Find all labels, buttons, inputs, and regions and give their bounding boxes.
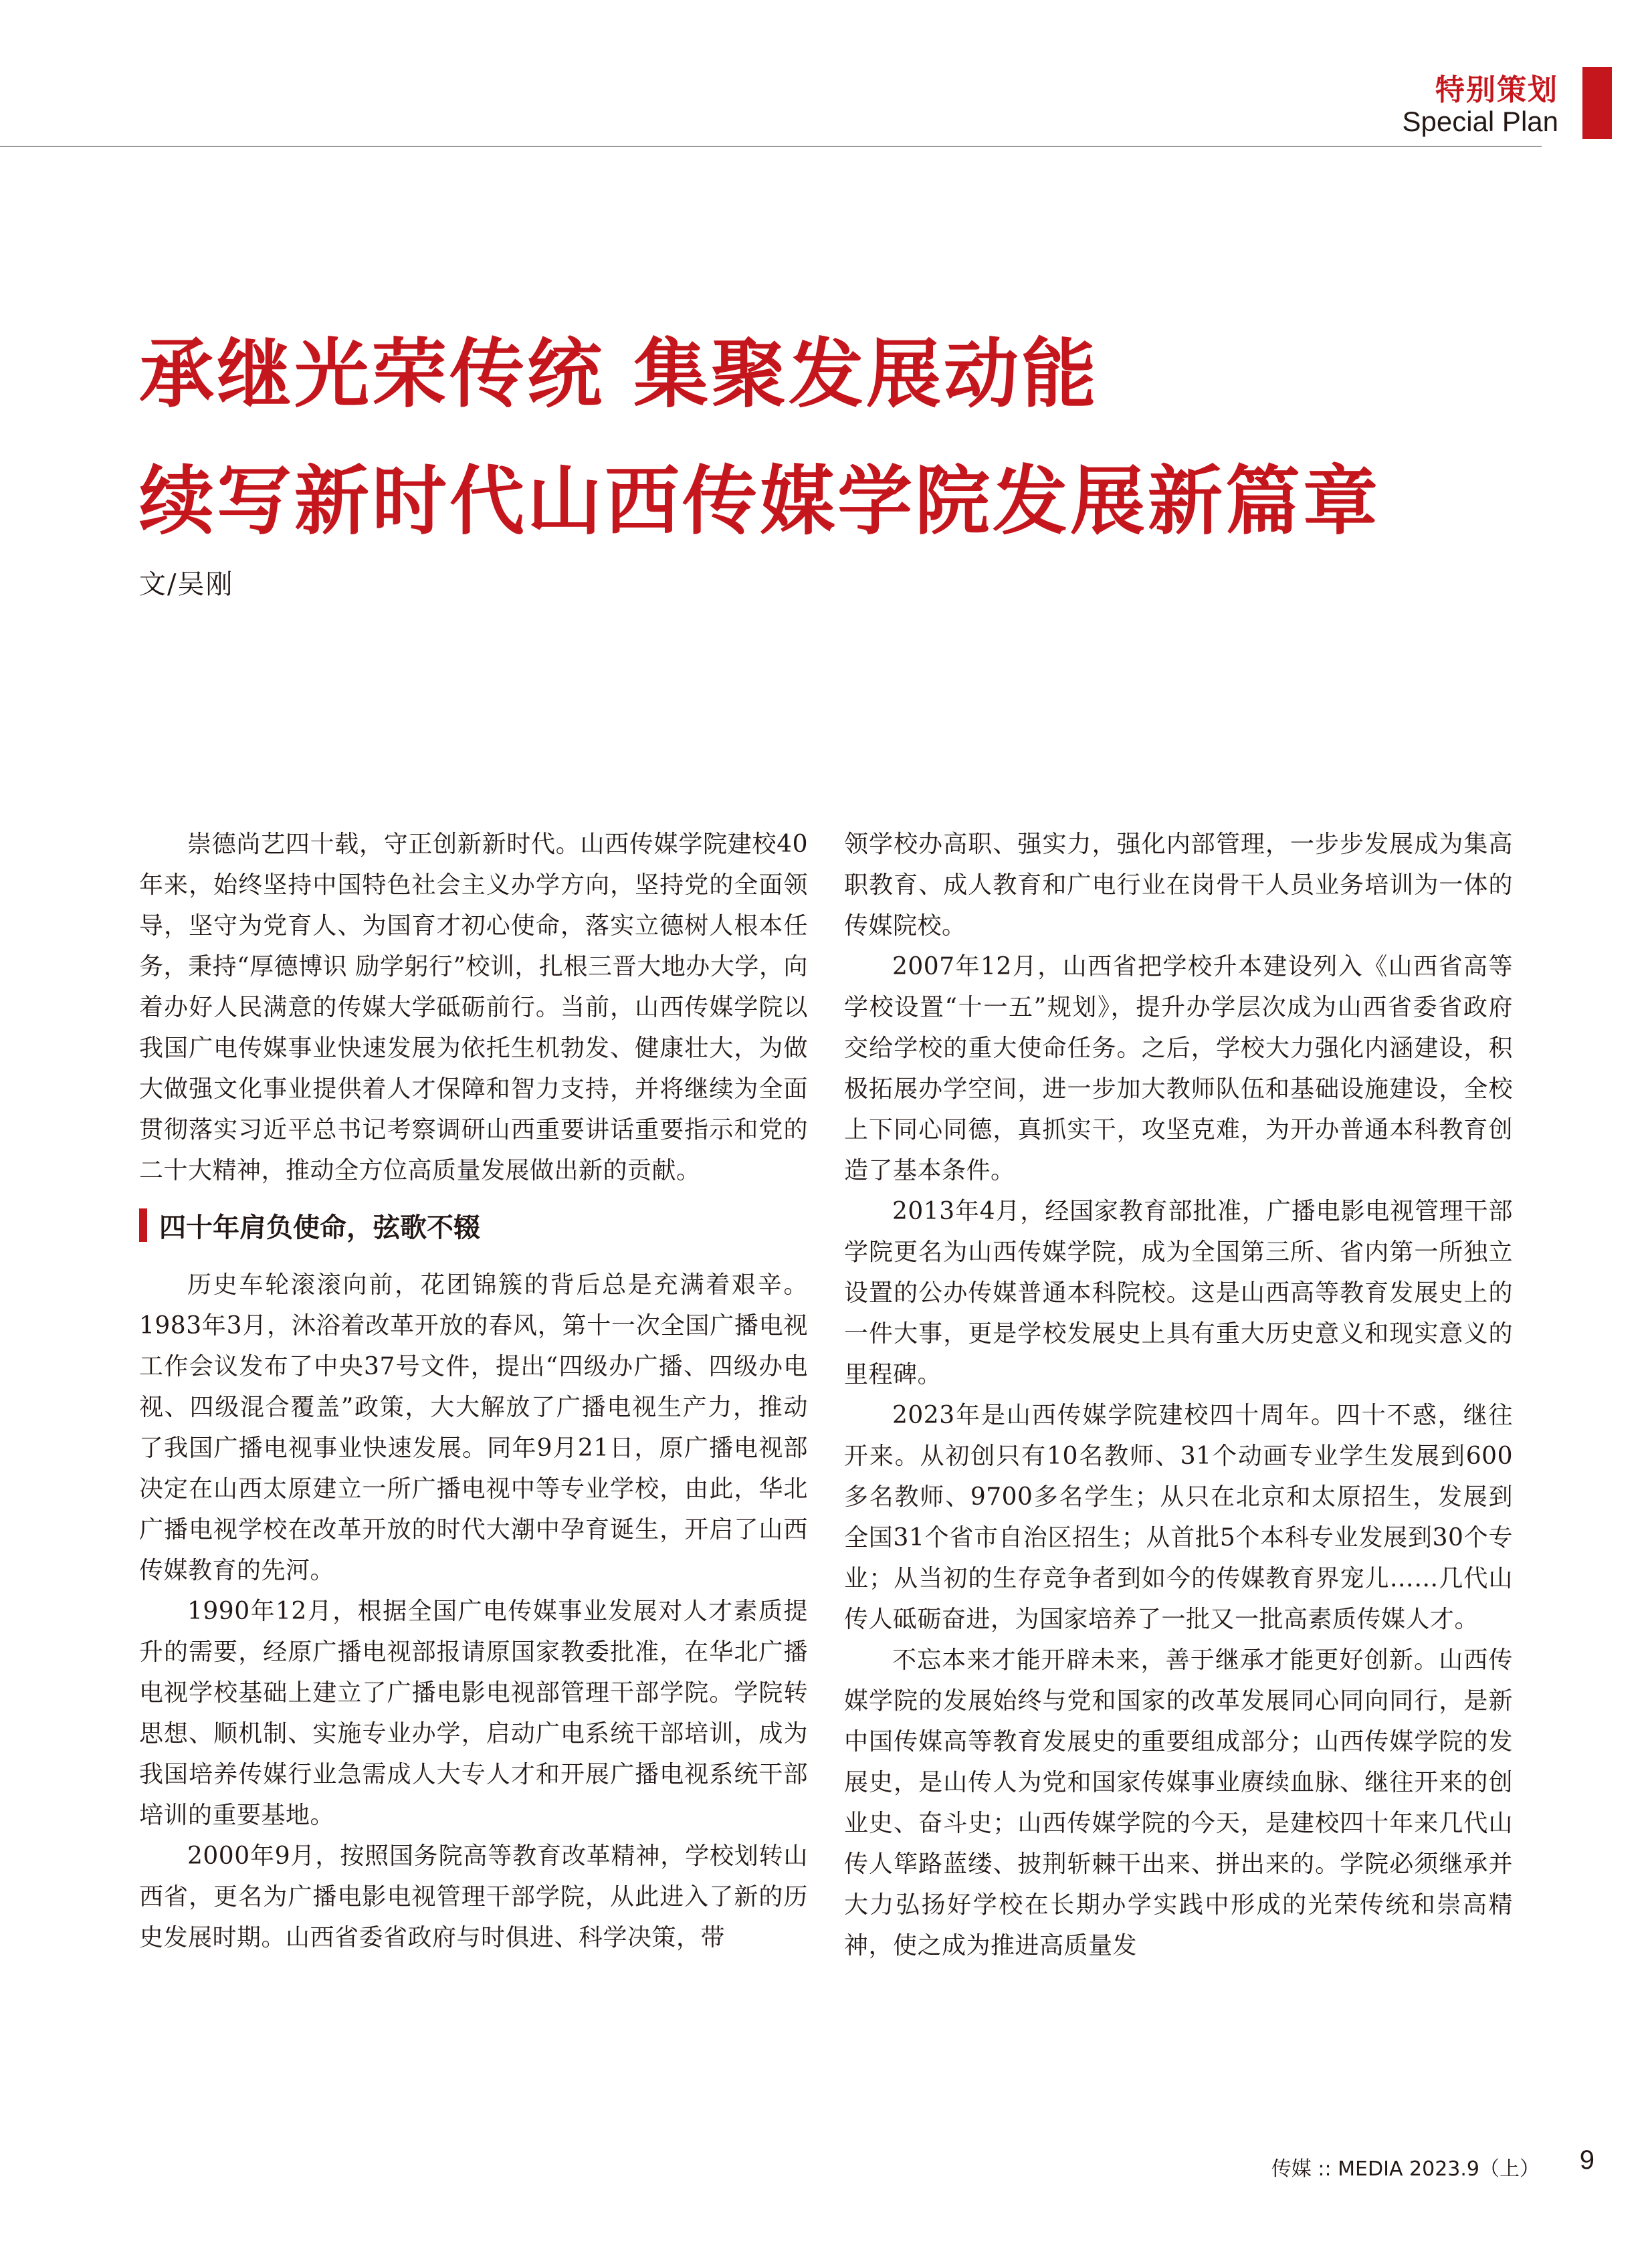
section-label-en: Special Plan: [1402, 106, 1558, 137]
paragraph: 崇德尚艺四十载，守正创新新时代。山西传媒学院建校40年来，始终坚持中国特色社会主义办学方向，坚持党的全面领导，坚守为党育人、为国育才初心使命，落实立德树人根本任务，秉持“厚德博识 励学躬行”校训，扎根三晋大地办大学，向着办好人民满意的传媒大学砥砺前行。当前，山西传媒学院以我国广电传媒事业快速发展为依托生机勃发、健康壮大，为做大做强文化事业提供着人才保障和智力支持，并将继续为全面贯彻落实习近平总书记考察调研山西重要讲话重要指示和党的二十大精神，推动全方位高质量发展做出新的贡献。: [139, 831, 808, 1184]
paragraph: 1990年12月，根据全国广电传媒事业发展对人才素质提升的需要，经原广播电视部报请原国家教委批准，在华北广播电视学校基础上建立了广播电影电视部管理干部学院。学院转思想、顺机制、实施专业办学，启动广电系统干部培训，成为我国培养传媒行业急需成人大专人才和开展广播电视系统干部培训的重要基地。: [139, 1598, 808, 1829]
section-heading-bar: [139, 1208, 147, 1242]
page-number: 9: [1579, 2145, 1594, 2175]
section-heading-text: 四十年肩负使命，弦歌不辍: [159, 1212, 480, 1243]
section-accent-bar: [1582, 67, 1612, 139]
journal-footer: 传媒 :: MEDIA 2023.9（上）: [1271, 2157, 1540, 2181]
paragraph: 不忘本来才能开辟未来，善于继承才能更好创新。山西传媒学院的发展始终与党和国家的改革发展同心同向同行，是新中国传媒高等教育发展史的重要组成部分；山西传媒学院的发展史，是山传人为党和国家传媒事业赓续血脉、继往开来的创业史、奋斗史；山西传媒学院的今天，是建校四十年来几代山传人筚路蓝缕、披荆斩棘干出来、拼出来的。学院必须继承并大力弘扬好学校在长期办学实践中形成的光荣传统和崇高精神，使之成为推进高质量发: [844, 1646, 1513, 1959]
section-heading: [139, 1206, 808, 1245]
paragraph-continuation: 领学校办高职、强实力，强化内部管理，一步步发展成为集高职教育、成人教育和广电行业在岗骨干人员业务培训为一体的传媒院校。: [844, 831, 1513, 940]
header-divider: [0, 146, 1542, 147]
section-label-cn: 特别策划: [1435, 73, 1558, 107]
paragraph: 2013年4月，经国家教育部批准，广播电影电视管理干部学院更名为山西传媒学院，成为全国第三所、省内第一所独立设置的公办传媒普通本科院校。这是山西高等教育发展史上的一件大事，更是学校发展史上具有重大历史意义和现实意义的里程碑。: [844, 1198, 1513, 1388]
paragraph: 2007年12月，山西省把学校升本建设列入《山西省高等学校设置“十一五”规划》，提升办学层次成为山西省委省政府交给学校的重大使命任务。之后，学校大力强化内涵建设，积极拓展办学空间，进一步加大教师队伍和基础设施建设，全校上下同心同德，真抓实干，攻坚克难，为开办普通本科教育创造了基本条件。: [844, 953, 1513, 1184]
left-column: [139, 824, 808, 1958]
article-title-line1: 承继光荣传统 集聚发展动能: [139, 331, 1099, 418]
right-column: [844, 824, 1513, 1966]
article-title-line2: 续写新时代山西传媒学院发展新篇章: [139, 458, 1380, 545]
byline: 文/吴刚: [139, 569, 234, 600]
paragraph: 历史车轮滚滚向前，花团锦簇的背后总是充满着艰辛。1983年3月，沐浴着改革开放的春风，第十一次全国广播电视工作会议发布了中央37号文件，提出“四级办广播、四级办电视、四级混合覆盖”政策，大大解放了广播电视生产力，推动了我国广播电视事业快速发展。同年9月21日，原广播电视部决定在山西太原建立一所广播电视中等专业学校，由此，华北广播电视学校在改革开放的时代大潮中孕育诞生，开启了山西传媒教育的先河。: [139, 1271, 808, 1584]
paragraph: 2023年是山西传媒学院建校四十周年。四十不惑，继往开来。从初创只有10名教师、31个动画专业学生发展到600多名教师、9700多名学生；从只在北京和太原招生，发展到全国31个省市自治区招生；从首批5个本科专业发展到30个专业；从当初的生存竞争者到如今的传媒教育界宠儿……几代山传人砥砺奋进，为国家培养了一批又一批高素质传媒人才。: [844, 1402, 1513, 1633]
paragraph: 2000年9月，按照国务院高等教育改革精神，学校划转山西省，更名为广播电影电视管理干部学院，从此进入了新的历史发展时期。山西省委省政府与时俱进、科学决策，带: [139, 1842, 808, 1951]
